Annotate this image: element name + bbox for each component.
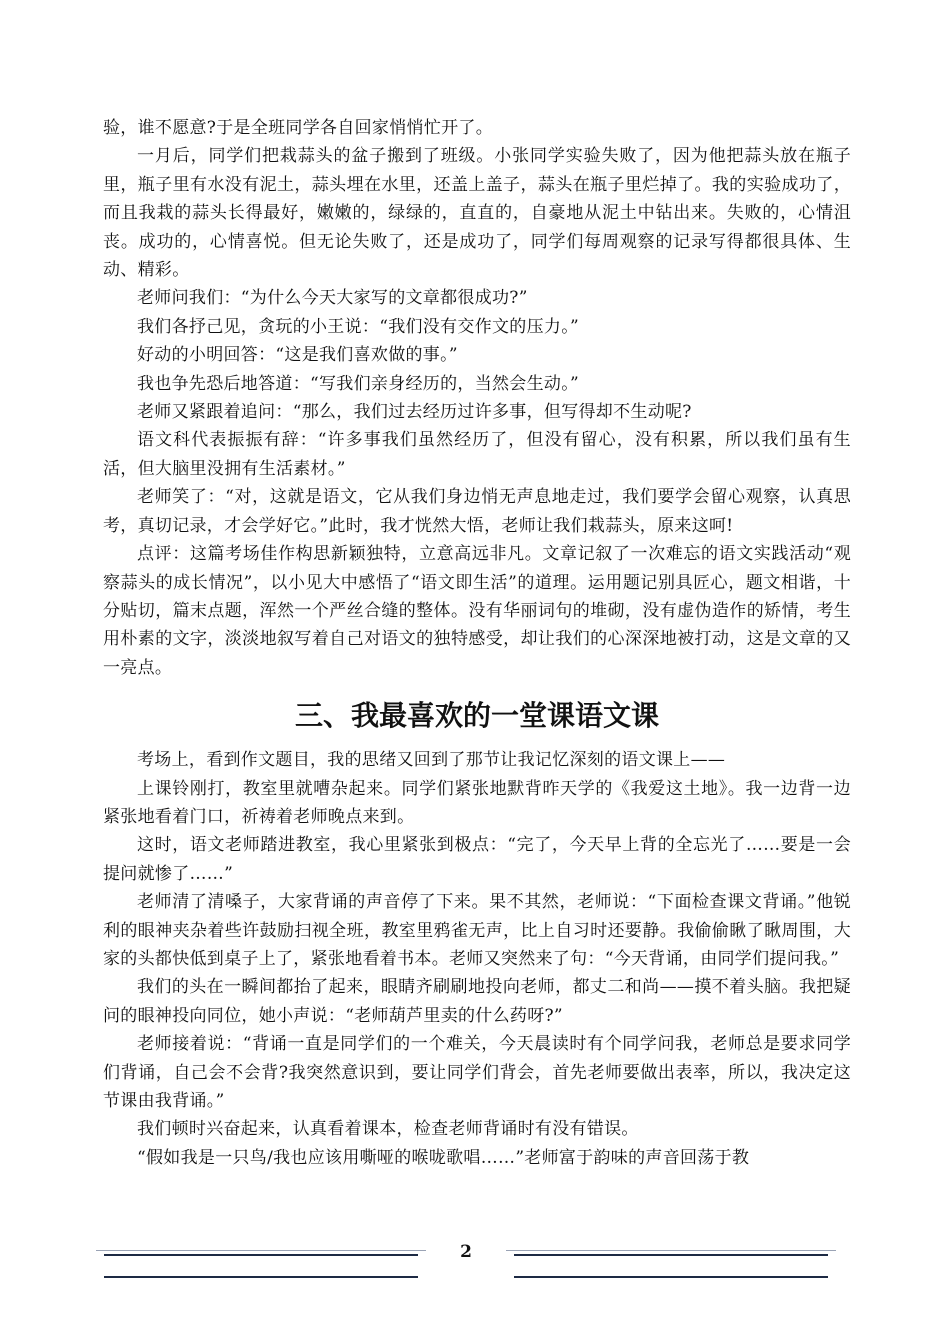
page-number: 2	[460, 1242, 472, 1262]
paragraph: 我们各抒己见，贪玩的小王说：“我们没有交作文的压力。”	[137, 316, 579, 337]
paragraph: 我也争先恐后地答道：“写我们亲身经历的，当然会生动。”	[137, 373, 579, 394]
paragraph: 老师笑了：“对，这就是语文，它从我们身边悄无声息地走过，我们要学会留心观察，认真思考，真切记录，才会学好它。”此时，我才恍然大悟，老师让我们栽蒜头，原来这呵!	[103, 487, 851, 536]
paragraph: 好动的小明回答：“这是我们喜欢做的事。”	[137, 345, 458, 366]
paragraph: 上课铃刚打，教室里就嘈杂起来。同学们紧张地默背昨天学的《我爱这土地》。我一边背一边紧张地看着门口，祈祷着老师晚点来到。	[103, 778, 851, 827]
paragraph: 考场上，看到作文题目，我的思绪又回到了那节让我记忆深刻的语文课上——	[137, 750, 726, 771]
page-footer	[96, 1238, 836, 1288]
paragraphs-bottom	[103, 746, 851, 1172]
section-heading: 三、我最喜欢的一堂课语文课	[294, 699, 659, 733]
paragraph: 老师问我们：“为什么今天大家写的文章都很成功?”	[137, 288, 528, 309]
paragraph: 老师清了清嗓子，大家背诵的声音停了下来。果不其然，老师说：“下面检查课文背诵。”他锐利的眼神夹杂着些许鼓励扫视全班，教室里鸦雀无声，比上自习时还要静。我偷偷瞅了瞅周围，大家的头都快低到桌子上了，紧张地看着书本。老师又突然来了句：“今天背诵，由同学们提问我。”	[103, 892, 851, 969]
document-body	[103, 114, 851, 1172]
paragraph: 我们顿时兴奋起来，认真看着课本，检查老师背诵时有没有错误。	[137, 1119, 639, 1140]
paragraphs-top	[103, 114, 851, 682]
footer-rule-bottom-left	[104, 1276, 418, 1278]
footer-rule-bottom-right	[514, 1276, 828, 1278]
paragraph: 点评：这篇考场佳作构思新颖独特，立意高远非凡。文章记叙了一次难忘的语文实践活动“观察蒜头的成长情况”，以小见大中感悟了“语文即生活”的道理。运用题记别具匠心，题文相谐，十分贴切，篇末点题，浑然一个严丝合缝的整体。没有华丽词句的堆砌，没有虚伪造作的矫情，考生用朴素的文字，淡淡地叙写着自己对语文的独特感受，却让我们的心深深地被打动，这是文章的又一亮点。	[103, 544, 851, 678]
paragraph: 语文科代表振振有辞：“许多事我们虽然经历了，但没有留心，没有积累，所以我们虽有生活，但大脑里没拥有生活素材。”	[103, 430, 851, 479]
paragraph: 老师又紧跟着追问：“那么，我们过去经历过许多事，但写得却不生动呢?	[137, 402, 692, 423]
paragraph: 一月后，同学们把栽蒜头的盆子搬到了班级。小张同学实验失败了，因为他把蒜头放在瓶子里，瓶子里有水没有泥土，蒜头埋在水里，还盖上盖子，蒜头在瓶子里烂掉了。我的实验成功了，而且我栽的蒜头长得最好，嫩嫩的，绿绿的，直直的，自豪地从泥土中钻出来。失败的，心情沮丧。成功的，心情喜悦。但无论失败了，还是成功了，同学们每周观察的记录写得都很具体、生动、精彩。	[103, 146, 851, 281]
paragraph: 我们的头在一瞬间都抬了起来，眼睛齐刷刷地投向老师，都丈二和尚——摸不着头脑。我把疑问的眼神投向同位，她小声说：“老师葫芦里卖的什么药呀?”	[103, 977, 851, 1026]
paragraph: 这时，语文老师踏进教室，我心里紧张到极点：“完了，今天早上背的全忘光了……要是一会提问就惨了……”	[103, 835, 851, 884]
paragraph: 验，谁不愿意?于是全班同学各自回家悄悄忙开了。	[103, 118, 494, 138]
paragraph: “假如我是一只鸟/我也应该用嘶哑的喉咙歌唱……”老师富于韵味的声音回荡于教	[137, 1147, 750, 1168]
paragraph: 老师接着说：“背诵一直是同学们的一个难关，今天晨读时有个同学问我，老师总是要求同学们背诵，自己会不会背?我突然意识到，要让同学们背会，首先老师要做出表率，所以，我决定这节课由我背诵。”	[103, 1034, 851, 1111]
